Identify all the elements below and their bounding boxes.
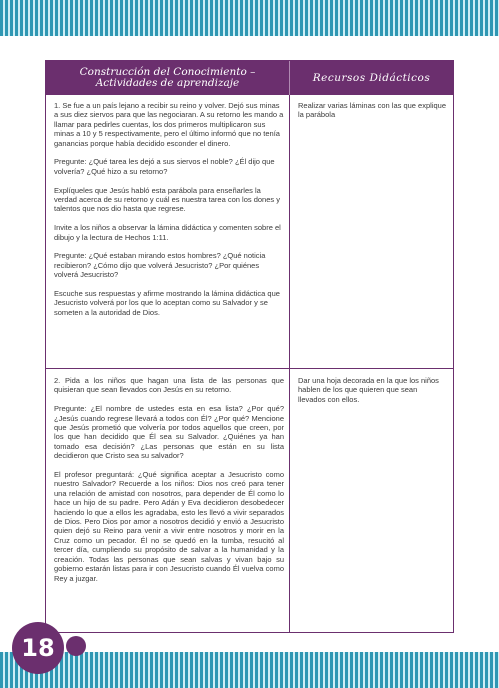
lesson-table xyxy=(45,60,454,633)
row2-paragraph: El profesor preguntará: ¿Qué significa aceptar a Jesucristo como nuestro Salvador? Recuerde a los niños: Dios nos creó para tener una relación de amistad con nosotros, para depender de Él como lo hace un hijo de su padre. Pero Adán y Eva decidieron desobedecer haciendo lo que a ellos les agradaba, esto les llevó a vivir separados de Dios. Pero Dios por amor a nosotros decidió y envió a Jesucristo quien dejó su Reino para venir a vivir entre nosotros y morir en la Cruz como un pecador. Él no se quedó en la tumba, resucitó al tercer día, cumpliendo su propósito de salvar a la humanidad y la creación. Todas las personas que sean salvas y vivan bajo su gobierno estarán listas para ir con Jesucristo cuando Él vuelva como Rey a juzgar. xyxy=(54,470,284,583)
row2-resource-cell xyxy=(298,376,446,414)
row1-paragraph: Pregunte: ¿Qué estaban mirando estos hombres? ¿Qué noticia recibieron? ¿Cómo dijo que volverá Jesucristo? ¿Por quiénes volverá Jesucristo? xyxy=(54,251,266,280)
row-divider xyxy=(46,368,453,369)
row2-resource-text: Dar una hoja decorada en la que los niños hablen de los que quieren que sean llevados con ellos. xyxy=(298,376,439,404)
decorative-dot xyxy=(66,636,86,656)
row1-activity-cell xyxy=(54,101,284,327)
page-number-badge xyxy=(12,622,64,674)
row2-paragraph: Pregunte: ¿El nombre de ustedes esta en esa lista? ¿Por qué? ¿Jesús cuando regrese llevará a todos con Él? ¿Por qué? Mencione que Jesús prometió que volvería por todos aquellos que creen, por los que han decidido que Él sea su Salvador. ¿Quiénes ya han tomado esa decisión? ¿Las personas que están en su lista decidieron que Cristo sea su salvador? xyxy=(54,404,284,461)
table-header xyxy=(46,61,453,95)
row1-paragraph: Invite a los niños a observar la lámina didáctica y comenten sobre el dibujo y la lectura de Hechos 1:11. xyxy=(54,223,281,242)
row2-paragraph: 2. Pida a los niños que hagan una lista de las personas que quisieran que sean llevados con Jesús en su retorno. xyxy=(54,376,284,395)
top-decorative-stripe xyxy=(0,0,499,36)
bottom-decorative-stripe xyxy=(0,652,499,688)
row2-activity-cell xyxy=(54,376,284,592)
row1-paragraph: 1. Se fue a un país lejano a recibir su reino y volver. Dejó sus minas a sus diez siervos para que las negociaran. A su retorno les mando a llamar para pedirles cuentas, los dos primeros multiplicaron sus minas a 10 y 5 respectivamente, pero el último informó que no tenía ganancias porque había decidido esconder el dinero. xyxy=(54,101,284,148)
header-resources: Recursos Didácticos xyxy=(289,61,453,95)
row1-resource-cell xyxy=(298,101,446,129)
column-divider xyxy=(289,95,290,633)
row1-paragraph: Pregunte: ¿Qué tarea les dejó a sus siervos el noble? ¿Él dijo que volvería? ¿Qué hizo a su retorno? xyxy=(54,157,275,176)
row1-resource-text: Realizar varias láminas con las que explique la parábola xyxy=(298,101,446,120)
row1-paragraph: Explíqueles que Jesús habló esta parábola para enseñarles la verdad acerca de su retorno y cuál es nuestra tarea con los dones y talentos que nos dio hasta que regrese. xyxy=(54,185,280,214)
header-activities: Construcción del Conocimiento – Actividades de aprendizaje xyxy=(79,66,256,89)
page-number: 18 xyxy=(21,634,55,662)
row1-paragraph: Escuche sus respuestas y afirme mostrando la lámina didáctica que Jesucristo volverá por los que lo aceptan como su Salvador y se someten a la autoridad de Dios. xyxy=(54,289,280,317)
